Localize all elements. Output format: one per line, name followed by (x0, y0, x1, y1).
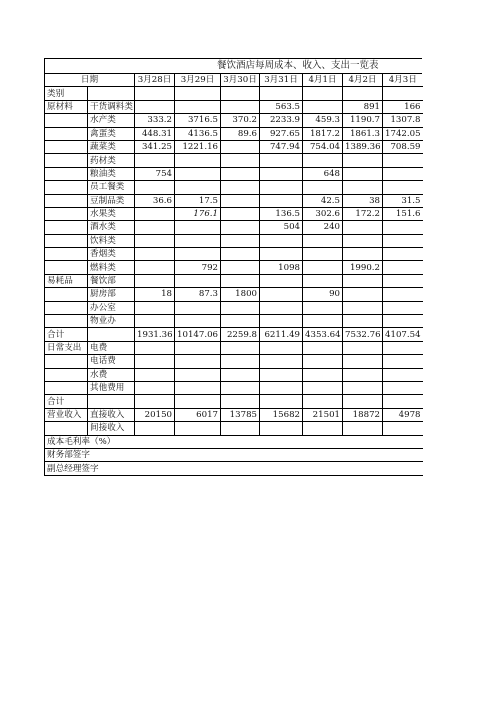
value-cell[interactable] (260, 422, 303, 435)
value-cell[interactable]: 1307.8 (383, 114, 423, 127)
value-cell[interactable] (135, 181, 175, 194)
value-cell[interactable]: 2259.8 (221, 328, 260, 341)
category-cell[interactable] (45, 221, 88, 234)
table-row (45, 87, 423, 100)
value-cell[interactable]: 1742.05 (383, 127, 423, 140)
value-cell[interactable] (383, 181, 423, 194)
value-cell[interactable] (135, 395, 175, 408)
value-cell[interactable] (221, 341, 260, 354)
value-cell[interactable] (343, 381, 383, 394)
value-cell[interactable] (383, 167, 423, 180)
value-cell[interactable] (260, 395, 303, 408)
category-cell[interactable]: 合计 (45, 328, 88, 341)
value-cell[interactable] (343, 87, 383, 100)
value-cell[interactable]: 792 (175, 261, 221, 274)
value-cell[interactable] (260, 274, 303, 287)
value-cell[interactable] (175, 167, 221, 180)
value-cell[interactable]: 42.5 (303, 194, 343, 207)
table-row (45, 315, 423, 328)
footer-label[interactable]: 成本毛利率（%） (45, 435, 423, 448)
category-cell[interactable] (45, 127, 88, 140)
value-cell[interactable] (135, 368, 175, 381)
value-cell[interactable] (260, 194, 303, 207)
value-cell[interactable] (343, 154, 383, 167)
value-cell[interactable]: 18 (135, 288, 175, 301)
value-cell[interactable]: 18872 (343, 408, 383, 421)
item-cell[interactable]: 厨房部 (88, 288, 135, 301)
value-cell[interactable] (303, 381, 343, 394)
value-cell[interactable] (135, 341, 175, 354)
value-cell[interactable] (135, 301, 175, 314)
value-cell[interactable]: 6017 (175, 408, 221, 421)
value-cell[interactable]: 1800 (221, 288, 260, 301)
table-row (45, 207, 423, 220)
value-cell[interactable] (221, 194, 260, 207)
value-cell[interactable] (221, 261, 260, 274)
table-row (45, 140, 423, 153)
category-cell[interactable]: 原材料 (45, 100, 88, 113)
value-cell[interactable] (260, 355, 303, 368)
value-cell[interactable]: 927.65 (260, 127, 303, 140)
value-cell[interactable] (135, 154, 175, 167)
value-cell[interactable] (221, 248, 260, 261)
value-cell[interactable]: 754 (135, 167, 175, 180)
value-cell[interactable] (383, 315, 423, 328)
value-cell[interactable] (175, 381, 221, 394)
date-cell[interactable]: 4月1日 (303, 74, 343, 87)
category-cell[interactable] (45, 207, 88, 220)
value-cell[interactable] (343, 422, 383, 435)
category-cell[interactable] (45, 194, 88, 207)
category-cell[interactable] (45, 234, 88, 247)
value-cell[interactable]: 90 (303, 288, 343, 301)
value-cell[interactable] (135, 381, 175, 394)
value-cell[interactable]: 172.2 (343, 207, 383, 220)
table-row (45, 194, 423, 207)
value-cell[interactable]: 1861.3 (343, 127, 383, 140)
footer-label[interactable]: 财务部签字 (45, 448, 423, 461)
value-cell[interactable] (175, 395, 221, 408)
value-cell[interactable] (383, 234, 423, 247)
value-cell[interactable] (383, 301, 423, 314)
table-row (45, 181, 423, 194)
value-cell[interactable] (343, 181, 383, 194)
value-cell[interactable] (175, 87, 221, 100)
value-cell[interactable]: 1990.2 (343, 261, 383, 274)
item-cell[interactable]: 水费 (88, 368, 135, 381)
item-cell[interactable]: 电话费 (88, 355, 135, 368)
value-cell[interactable] (260, 167, 303, 180)
value-cell[interactable] (221, 87, 260, 100)
value-cell[interactable] (135, 221, 175, 234)
value-cell[interactable] (175, 234, 221, 247)
table-row (45, 301, 423, 314)
value-cell[interactable] (303, 301, 343, 314)
value-cell[interactable] (343, 234, 383, 247)
table-row (45, 408, 423, 421)
table-row (45, 100, 423, 113)
item-cell[interactable] (88, 395, 135, 408)
value-cell[interactable] (383, 248, 423, 261)
footer-row (45, 462, 423, 475)
value-cell[interactable] (221, 355, 260, 368)
category-cell[interactable] (45, 381, 88, 394)
value-cell[interactable] (221, 221, 260, 234)
value-cell[interactable]: 7532.76 (343, 328, 383, 341)
item-cell[interactable]: 办公室 (88, 301, 135, 314)
category-cell[interactable] (45, 301, 88, 314)
category-cell[interactable] (45, 167, 88, 180)
value-cell[interactable] (221, 422, 260, 435)
value-cell[interactable]: 151.6 (383, 207, 423, 220)
value-cell[interactable]: 10147.06 (175, 328, 221, 341)
date-cell[interactable]: 4月2日 (343, 74, 383, 87)
item-cell[interactable]: 水果类 (88, 207, 135, 220)
table-row (45, 274, 423, 287)
value-cell[interactable] (260, 181, 303, 194)
item-cell[interactable] (88, 328, 135, 341)
value-cell[interactable] (221, 167, 260, 180)
value-cell[interactable]: 13785 (221, 408, 260, 421)
footer-row (45, 448, 423, 461)
item-cell[interactable]: 豆制品类 (88, 194, 135, 207)
value-cell[interactable]: 648 (303, 167, 343, 180)
table-row (45, 355, 423, 368)
value-cell[interactable]: 15682 (260, 408, 303, 421)
category-cell[interactable] (45, 368, 88, 381)
sheet-title-row (44, 58, 422, 74)
value-cell[interactable]: 459.3 (303, 114, 343, 127)
category-cell[interactable] (45, 422, 88, 435)
item-cell[interactable]: 其他费用 (88, 381, 135, 394)
value-cell[interactable]: 891 (343, 100, 383, 113)
value-cell[interactable] (175, 422, 221, 435)
item-cell[interactable]: 电费 (88, 341, 135, 354)
value-cell[interactable]: 176.1 (175, 207, 221, 220)
value-cell[interactable] (175, 368, 221, 381)
value-cell[interactable] (135, 234, 175, 247)
value-cell[interactable] (175, 248, 221, 261)
value-cell[interactable]: 38 (343, 194, 383, 207)
value-cell[interactable]: 36.6 (135, 194, 175, 207)
item-cell[interactable]: 餐饮部 (88, 274, 135, 287)
value-cell[interactable] (303, 395, 343, 408)
value-cell[interactable] (343, 395, 383, 408)
value-cell[interactable]: 20150 (135, 408, 175, 421)
item-cell[interactable]: 员工餐类 (88, 181, 135, 194)
category-cell[interactable] (45, 288, 88, 301)
value-cell[interactable] (303, 315, 343, 328)
value-cell[interactable] (260, 341, 303, 354)
value-cell[interactable] (383, 395, 423, 408)
value-cell[interactable] (260, 234, 303, 247)
value-cell[interactable] (343, 301, 383, 314)
value-cell[interactable]: 6211.49 (260, 328, 303, 341)
value-cell[interactable] (260, 288, 303, 301)
value-cell[interactable] (383, 422, 423, 435)
value-cell[interactable] (303, 341, 343, 354)
value-cell[interactable] (135, 274, 175, 287)
table-row (45, 114, 423, 127)
value-cell[interactable] (221, 301, 260, 314)
value-cell[interactable]: 370.2 (221, 114, 260, 127)
value-cell[interactable]: 17.5 (175, 194, 221, 207)
value-cell[interactable]: 302.6 (303, 207, 343, 220)
value-cell[interactable]: 1221.16 (175, 140, 221, 153)
category-cell[interactable] (45, 315, 88, 328)
value-cell[interactable] (383, 355, 423, 368)
value-cell[interactable] (135, 355, 175, 368)
item-cell[interactable]: 物业办 (88, 315, 135, 328)
date-cell[interactable]: 3月29日 (175, 74, 221, 87)
value-cell[interactable]: 333.2 (135, 114, 175, 127)
value-cell[interactable] (221, 368, 260, 381)
item-cell[interactable]: 香烟类 (88, 248, 135, 261)
table-row (45, 154, 423, 167)
category-cell[interactable]: 合计 (45, 395, 88, 408)
value-cell[interactable] (303, 274, 343, 287)
category-cell[interactable]: 日常支出 (45, 341, 88, 354)
value-cell[interactable]: 2233.9 (260, 114, 303, 127)
value-cell[interactable]: 4107.54 (383, 328, 423, 341)
value-cell[interactable]: 747.94 (260, 140, 303, 153)
value-cell[interactable] (221, 100, 260, 113)
value-cell[interactable] (303, 422, 343, 435)
table-row (45, 221, 423, 234)
value-cell[interactable] (175, 341, 221, 354)
table-row (45, 234, 423, 247)
value-cell[interactable] (303, 261, 343, 274)
value-cell[interactable] (260, 381, 303, 394)
item-cell[interactable]: 干货调料类 (88, 100, 135, 113)
value-cell[interactable] (343, 248, 383, 261)
value-cell[interactable]: 136.5 (260, 207, 303, 220)
value-cell[interactable] (260, 301, 303, 314)
item-cell[interactable]: 蔬菜类 (88, 140, 135, 153)
value-cell[interactable] (221, 395, 260, 408)
footer-row (45, 435, 423, 448)
value-cell[interactable]: 1098 (260, 261, 303, 274)
footer-label[interactable]: 副总经理签字 (45, 462, 423, 475)
cost-income-sheet (44, 58, 422, 476)
item-cell[interactable]: 间接收入 (88, 422, 135, 435)
item-cell[interactable]: 药材类 (88, 154, 135, 167)
value-cell[interactable] (383, 341, 423, 354)
value-cell[interactable]: 166 (383, 100, 423, 113)
value-cell[interactable]: 563.5 (260, 100, 303, 113)
value-cell[interactable] (383, 368, 423, 381)
value-cell[interactable] (343, 315, 383, 328)
value-cell[interactable] (383, 221, 423, 234)
table-row (45, 261, 423, 274)
value-cell[interactable] (260, 368, 303, 381)
item-cell[interactable]: 禽蛋类 (88, 127, 135, 140)
value-cell[interactable] (221, 140, 260, 153)
value-cell[interactable] (175, 181, 221, 194)
value-cell[interactable] (175, 274, 221, 287)
date-cell[interactable]: 3月30日 (221, 74, 260, 87)
value-cell[interactable]: 1190.7 (343, 114, 383, 127)
value-cell[interactable]: 341.25 (135, 140, 175, 153)
category-cell[interactable] (45, 114, 88, 127)
table-row (45, 248, 423, 261)
value-cell[interactable] (343, 341, 383, 354)
item-cell[interactable]: 水产类 (88, 114, 135, 127)
value-cell[interactable] (383, 87, 423, 100)
table-row (45, 167, 423, 180)
value-cell[interactable] (135, 422, 175, 435)
table-row (45, 288, 423, 301)
data-table (44, 74, 423, 476)
value-cell[interactable] (135, 207, 175, 220)
value-cell[interactable] (303, 154, 343, 167)
table-row (45, 368, 423, 381)
date-cell[interactable]: 4月3日 (383, 74, 423, 87)
value-cell[interactable] (303, 355, 343, 368)
value-cell[interactable] (303, 368, 343, 381)
category-cell[interactable]: 类别 (45, 87, 88, 100)
value-cell[interactable] (135, 315, 175, 328)
value-cell[interactable] (303, 248, 343, 261)
item-cell[interactable]: 直接收入 (88, 408, 135, 421)
value-cell[interactable] (221, 181, 260, 194)
value-cell[interactable] (221, 381, 260, 394)
category-cell[interactable] (45, 355, 88, 368)
value-cell[interactable] (221, 207, 260, 220)
category-cell[interactable] (45, 140, 88, 153)
value-cell[interactable] (135, 261, 175, 274)
value-cell[interactable] (343, 288, 383, 301)
value-cell[interactable] (221, 315, 260, 328)
sheet-title: 餐饮酒店每周成本、收入、支出一览表 (217, 60, 379, 71)
item-cell[interactable]: 燃料类 (88, 261, 135, 274)
value-cell[interactable] (221, 154, 260, 167)
value-cell[interactable] (260, 87, 303, 100)
value-cell[interactable] (383, 288, 423, 301)
value-cell[interactable] (175, 100, 221, 113)
value-cell[interactable] (260, 248, 303, 261)
value-cell[interactable] (383, 261, 423, 274)
table-row (45, 395, 423, 408)
value-cell[interactable] (383, 274, 423, 287)
value-cell[interactable]: 1817.2 (303, 127, 343, 140)
value-cell[interactable]: 31.5 (383, 194, 423, 207)
value-cell[interactable] (221, 274, 260, 287)
value-cell[interactable] (343, 167, 383, 180)
value-cell[interactable]: 754.04 (303, 140, 343, 153)
value-cell[interactable]: 1389.36 (343, 140, 383, 153)
date-label: 日期 (45, 74, 135, 87)
table-row (45, 381, 423, 394)
value-cell[interactable] (221, 234, 260, 247)
category-cell[interactable]: 易耗品 (45, 274, 88, 287)
category-cell[interactable] (45, 248, 88, 261)
table-row (45, 127, 423, 140)
value-cell[interactable]: 1931.36 (135, 328, 175, 341)
date-header-row (45, 74, 423, 87)
table-row (45, 328, 423, 341)
item-cell[interactable]: 饮料类 (88, 234, 135, 247)
value-cell[interactable] (135, 248, 175, 261)
value-cell[interactable] (303, 87, 343, 100)
value-cell[interactable]: 448.31 (135, 127, 175, 140)
category-cell[interactable] (45, 181, 88, 194)
category-cell[interactable]: 营业收入 (45, 408, 88, 421)
date-cell[interactable]: 3月31日 (260, 74, 303, 87)
value-cell[interactable] (343, 368, 383, 381)
value-cell[interactable]: 504 (260, 221, 303, 234)
value-cell[interactable] (135, 87, 175, 100)
value-cell[interactable]: 4978 (383, 408, 423, 421)
item-cell[interactable]: 粮油类 (88, 167, 135, 180)
table-row (45, 422, 423, 435)
value-cell[interactable] (383, 381, 423, 394)
value-cell[interactable] (175, 154, 221, 167)
value-cell[interactable] (303, 181, 343, 194)
category-cell[interactable] (45, 154, 88, 167)
item-cell[interactable]: 酒水类 (88, 221, 135, 234)
item-cell[interactable] (88, 87, 135, 100)
value-cell[interactable] (383, 154, 423, 167)
value-cell[interactable]: 3716.5 (175, 114, 221, 127)
value-cell[interactable] (175, 301, 221, 314)
value-cell[interactable]: 240 (303, 221, 343, 234)
value-cell[interactable]: 708.59 (383, 140, 423, 153)
value-cell[interactable] (303, 100, 343, 113)
value-cell[interactable] (175, 315, 221, 328)
value-cell[interactable]: 89.6 (221, 127, 260, 140)
table-row (45, 341, 423, 354)
value-cell[interactable]: 4353.64 (303, 328, 343, 341)
value-cell[interactable] (260, 154, 303, 167)
value-cell[interactable]: 21501 (303, 408, 343, 421)
value-cell[interactable] (343, 221, 383, 234)
value-cell[interactable]: 4136.5 (175, 127, 221, 140)
category-cell[interactable] (45, 261, 88, 274)
value-cell[interactable]: 87.3 (175, 288, 221, 301)
value-cell[interactable] (175, 221, 221, 234)
value-cell[interactable] (343, 274, 383, 287)
value-cell[interactable] (175, 355, 221, 368)
value-cell[interactable] (343, 355, 383, 368)
value-cell[interactable] (135, 100, 175, 113)
date-cell[interactable]: 3月28日 (135, 74, 175, 87)
value-cell[interactable] (260, 315, 303, 328)
value-cell[interactable] (303, 234, 343, 247)
